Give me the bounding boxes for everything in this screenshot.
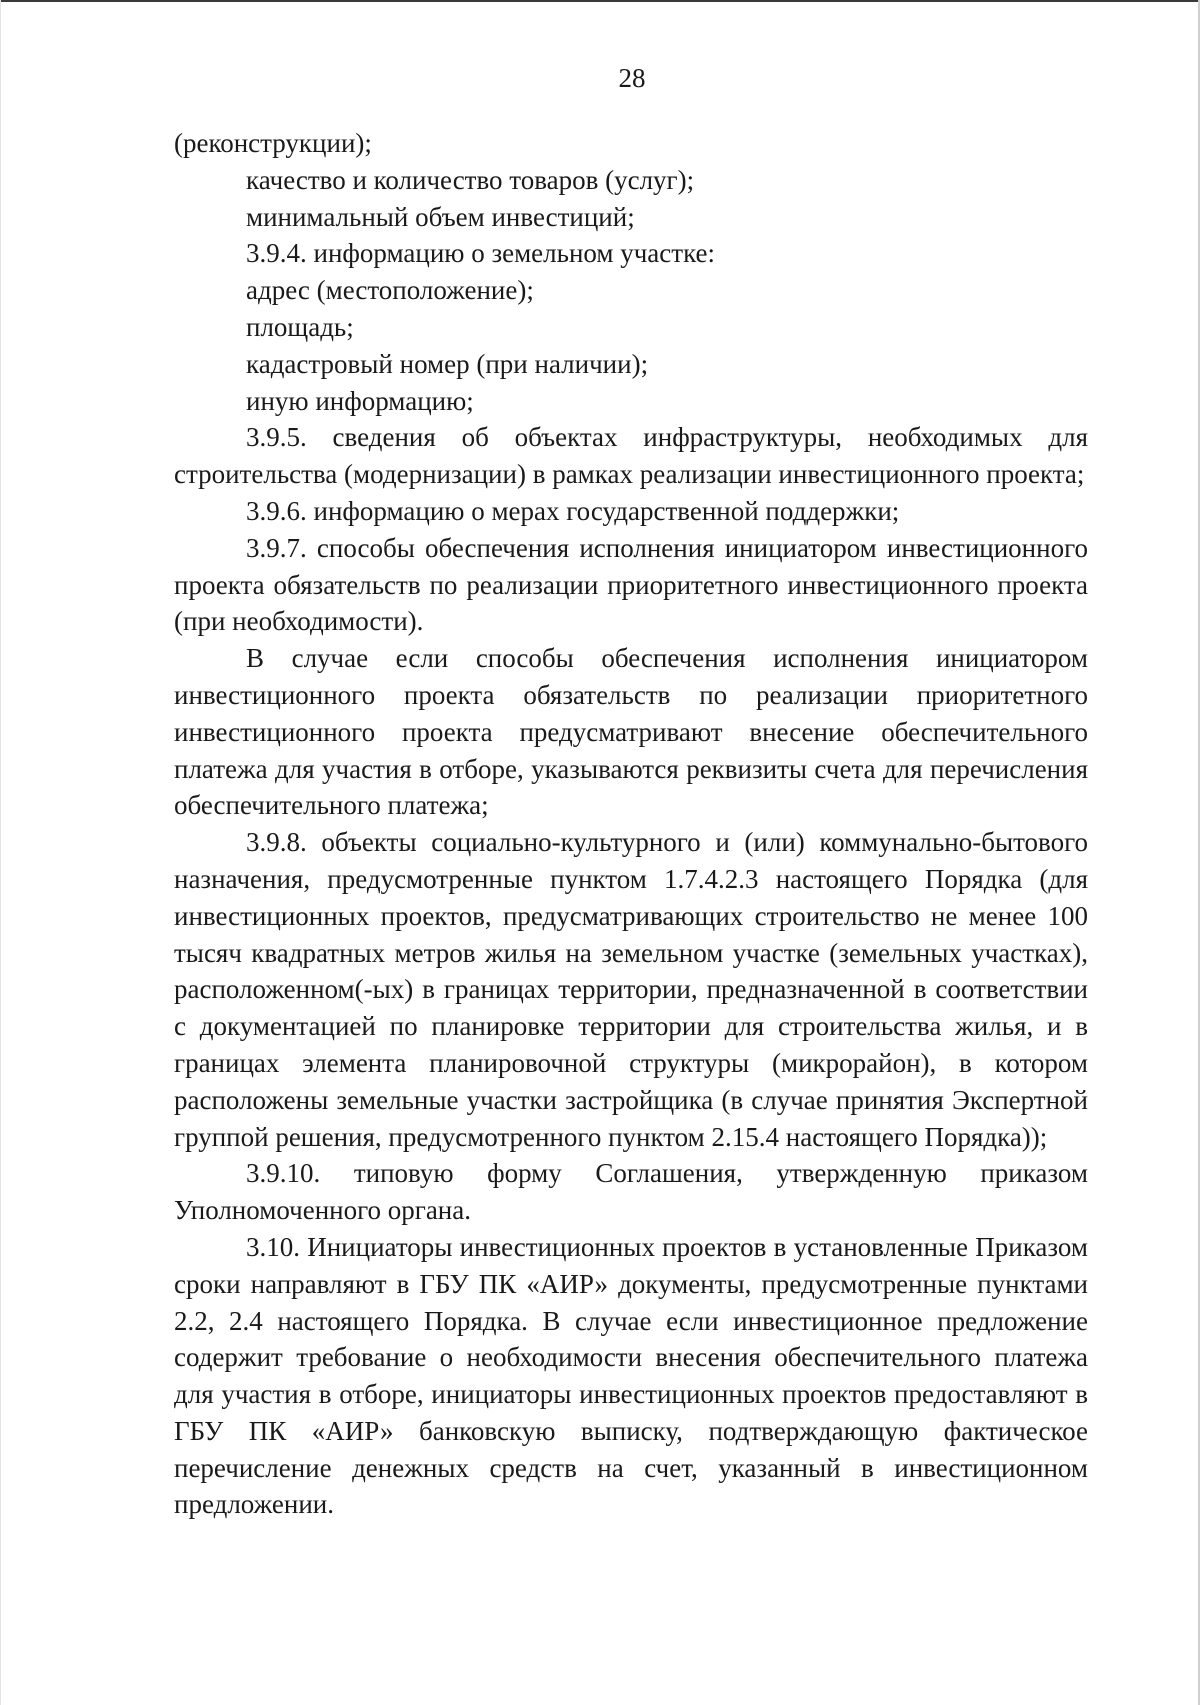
paragraph: иную информацию;: [246, 385, 474, 416]
paragraph: 3.10. Инициаторы инвестиционных проектов в установленные Приказом сроки направляют в ГБУ ПК «АИР» документы, предусмотренные пунктами 2.2, 2.4 настоящего Порядка. В случае если инвестиционное предложение содержит требование о необходимости внесения обеспечительного платежа для участия в отборе, инициаторы инвестиционных проектов предоставляют в ГБУ ПК «АИР» банковскую выписку, подтверждающую фактическое перечисление денежных средств на счет, указанный в инвестиционном предложении.: [174, 1231, 1088, 1520]
page-number: 28: [618, 63, 646, 93]
paragraph: (реконструкции);: [174, 128, 372, 158]
scan-edge-left: [0, 0, 1, 1705]
paragraph: 3.9.4. информацию о земельном участке:: [246, 238, 715, 269]
paragraph: качество и количество товаров (услуг);: [246, 164, 695, 195]
paragraph: 3.9.6. информацию о мерах государственной поддержки;: [246, 495, 900, 526]
document-body: [174, 125, 1088, 1523]
paragraph: адрес (местоположение);: [246, 275, 534, 306]
paragraph: минимальный объем инвестиций;: [246, 201, 635, 232]
scan-edge-top: [0, 0, 1200, 2]
paragraph: 3.9.8. объекты социально-культурного и (или) коммунально-бытового назначения, предусмотренные пунктом 1.7.4.2.3 настоящего Порядка (для инвестиционных проектов, предусматривающих строительство не менее 100 тысяч квадратных метров жилья на земельном участке (земельных участках), расположенном(-ых) в границах территории, предназначенной в соответствии с документацией по планировке территории для строительства жилья, и в границах элемента планировочной структуры (микрорайон), в котором расположены земельные участки застройщика (в случае принятия Экспертной группой решения, предусмотренного пунктом 2.15.4 настоящего Порядка));: [174, 827, 1088, 1152]
paragraph: 3.9.5. сведения об объектах инфраструктуры, необходимых для строительства (модернизации) в рамках реализации инвестиционного проекта;: [174, 422, 1088, 490]
paragraph: кадастровый номер (при наличии);: [246, 348, 649, 379]
paragraph: В случае если способы обеспечения исполнения инициатором инвестиционного проекта обязательств по реализации приоритетного инвестиционного проекта предусматривают внесение обеспечительного платежа для участия в отборе, указываются реквизиты счета для перечисления обеспечительного платежа;: [174, 643, 1088, 821]
paragraph: площадь;: [246, 311, 354, 342]
paragraph: 3.9.10. типовую форму Соглашения, утвержденную приказом Уполномоченного органа.: [174, 1158, 1088, 1226]
paragraph: 3.9.7. способы обеспечения исполнения инициатором инвестиционного проекта обязательств по реализации приоритетного инвестиционного проекта (при необходимости).: [174, 532, 1088, 637]
